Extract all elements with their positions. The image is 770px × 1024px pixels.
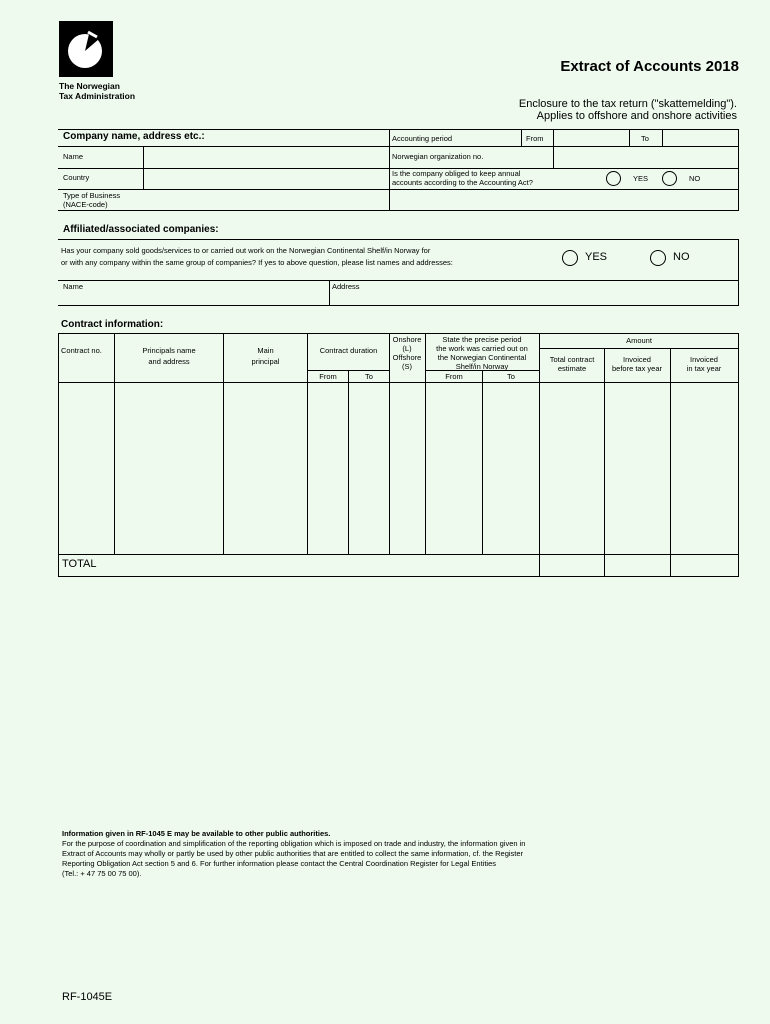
contract-duration-header: Contract duration	[319, 346, 378, 355]
period-to-header: To	[507, 372, 515, 381]
company-name-label: Name	[63, 152, 84, 161]
org-no-field[interactable]	[554, 147, 737, 167]
affiliated-yes-radio[interactable]	[562, 250, 578, 266]
form-number: RF-1045E	[62, 991, 113, 1003]
public-authorities-info: Information given in RF-1045 E may be available to other public authorities. For the purpose of coordination and simplification of the reporting obligation which is imposed on trade and industry, the information given in Extract of Accounts may wholly or partly be used by other public authorities that are entitled to collect the same information, cf. the Register Reporting Obligation Act section 5 and 6. For further information please contact the Central Coordination Register for Legal Entities (Tel.: + 47 75 00 75 00).	[62, 829, 526, 878]
affiliated-name-field[interactable]	[59, 292, 328, 304]
obliged-question: Is the company obliged to keep annual accounts according to the Accounting Act?	[392, 169, 533, 187]
main-principal-header: Main principal	[251, 346, 280, 366]
affiliated-section-title: Affiliated/associated companies:	[63, 224, 219, 235]
affiliated-name-label: Name	[63, 282, 84, 291]
affiliated-address-field[interactable]	[330, 292, 737, 304]
affiliated-address-label: Address	[332, 282, 360, 291]
affiliated-no-label: NO	[673, 251, 690, 263]
country-field[interactable]	[144, 169, 388, 188]
period-from-field[interactable]	[554, 131, 628, 145]
org-no-label: Norwegian organization no.	[392, 152, 484, 161]
contract-table-body[interactable]	[59, 383, 738, 554]
contract-section-title: Contract information:	[61, 319, 164, 330]
invoiced-before-header: Invoiced before tax year	[611, 355, 663, 373]
obliged-no-label: NO	[689, 174, 701, 183]
form-subtitle-1: Enclosure to the tax return ("skattemelding").	[518, 98, 737, 110]
total-estimate-header: Total contract estimate	[549, 355, 595, 373]
accounting-period-label: Accounting period	[392, 134, 453, 143]
total-invoiced-in-field[interactable]	[671, 555, 738, 576]
nace-code-field[interactable]	[144, 190, 388, 209]
obliged-yes-label: YES	[633, 174, 649, 183]
total-invoiced-before-field[interactable]	[605, 555, 670, 576]
logo-wordmark: The Norwegian Tax Administration	[59, 81, 136, 101]
period-to-field[interactable]	[663, 131, 737, 145]
form-title: Extract of Accounts 2018	[560, 58, 739, 75]
tax-administration-logo	[59, 21, 113, 77]
obliged-yes-radio[interactable]	[606, 171, 621, 186]
total-label: TOTAL	[62, 558, 97, 570]
total-estimate-field[interactable]	[540, 555, 604, 576]
duration-from-header: From	[319, 372, 337, 381]
affiliated-yes-label: YES	[585, 251, 608, 263]
period-from-label: From	[526, 134, 544, 143]
invoiced-in-header: Invoiced in tax year	[686, 355, 722, 373]
period-from-header: From	[445, 372, 463, 381]
country-label: Country	[63, 173, 90, 182]
affiliated-question: Has your company sold goods/services to or carried out work on the Norwegian Continental Shelf/in Norway for or with any company within the same group of companies? If yes to above question, please list names and addresses:	[61, 246, 453, 267]
onshore-offshore-header: Onshore (L) Offshore (S)	[392, 335, 422, 371]
form-subtitle-2: Applies to offshore and onshore activities	[536, 110, 737, 122]
principals-header: Principals name and address	[142, 346, 196, 366]
obliged-no-radio[interactable]	[662, 171, 677, 186]
affiliated-no-radio[interactable]	[650, 250, 666, 266]
duration-to-header: To	[365, 372, 373, 381]
amount-header: Amount	[626, 336, 652, 345]
contract-no-header: Contract no.	[61, 346, 102, 355]
company-name-field[interactable]	[144, 147, 388, 167]
company-section-title: Company name, address etc.:	[63, 131, 205, 142]
period-to-label: To	[641, 134, 649, 143]
type-of-business-label: Type of Business (NACE-code)	[63, 191, 121, 209]
precise-period-header: State the precise period the work was carried out on the Norwegian Continental Shelf/in Norway	[436, 335, 528, 371]
